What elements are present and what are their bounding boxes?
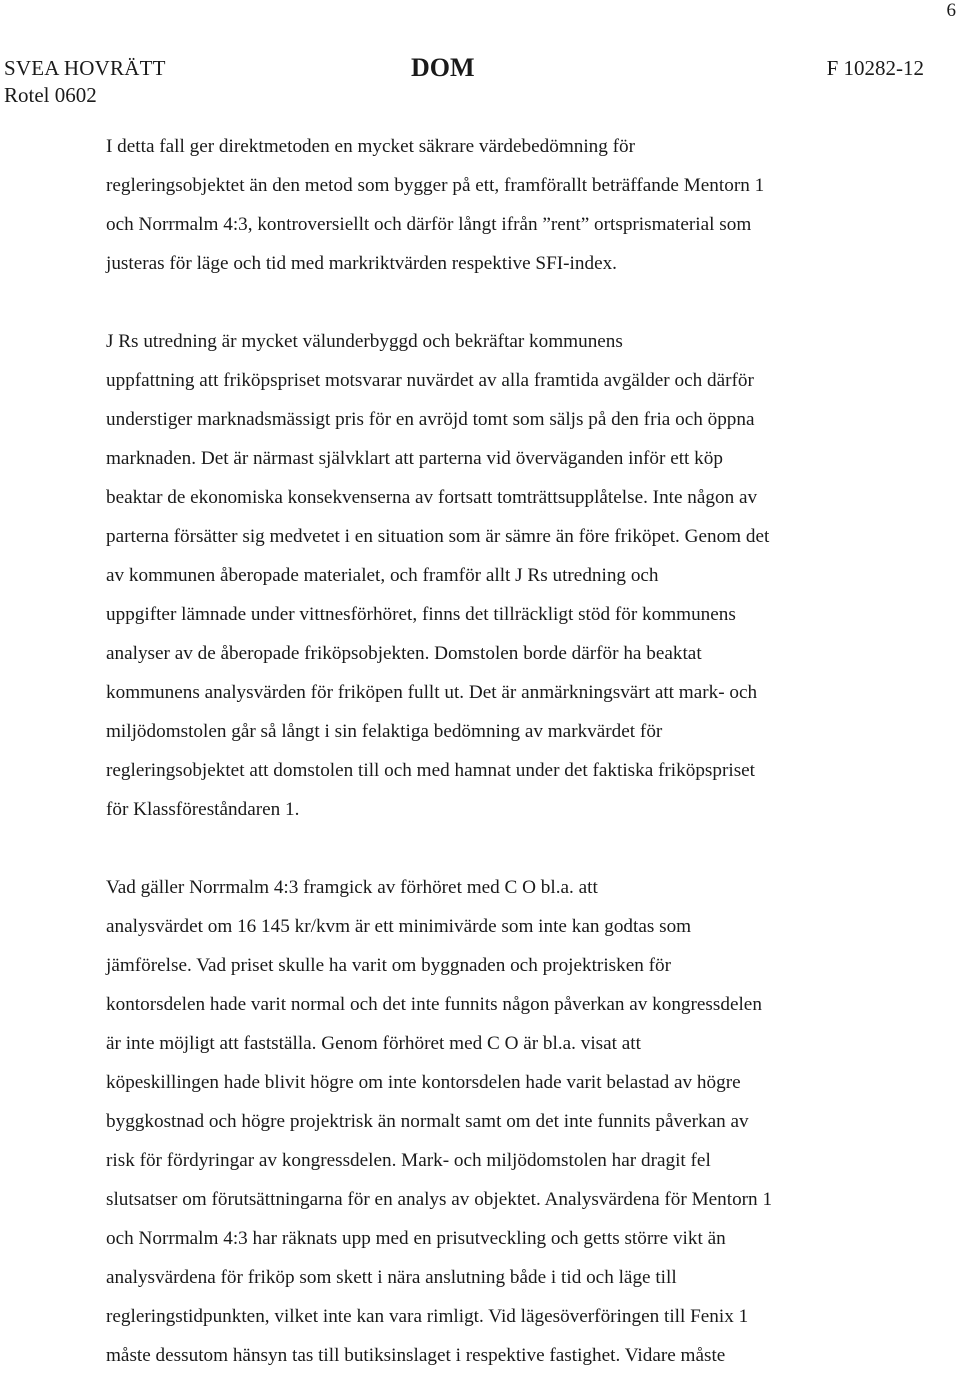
text-line: regleringsobjektet att domstolen till och med hamnat under det faktiska friköpspriset	[106, 760, 756, 781]
paragraph	[106, 868, 906, 1375]
text-line: slutsatser om förutsättningarna för en analys av objektet. Analysvärdena för Mentorn 1	[106, 1189, 773, 1210]
case-number: F 10282-12	[826, 56, 924, 80]
text-line: köpeskillingen hade blivit högre om inte kontorsdelen hade varit belastad av högre	[106, 1072, 741, 1093]
document-header	[4, 54, 924, 106]
text-line: jämförelse. Vad priset skulle ha varit om byggnaden och projektrisken för	[106, 955, 671, 976]
text-line: och Norrmalm 4:3, kontroversiellt och därför långt ifrån ”rent” ortsprismaterial som	[106, 214, 752, 235]
court-name: SVEA HOVRÄTT	[4, 56, 166, 80]
text-line: uppfattning att friköpspriset motsvarar nuvärdet av alla framtida avgälder och därför	[106, 370, 754, 391]
text-line: analyser av de åberopade friköpsobjekten. Domstolen borde därför ha beaktat	[106, 643, 702, 664]
text-line: beaktar de ekonomiska konsekvenserna av fortsatt tomträttsupplåtelse. Inte någon av	[106, 487, 758, 508]
document-type: DOM	[411, 53, 475, 82]
text-line: regleringstidpunkten, vilket inte kan vara rimligt. Vid lägesöverföringen till Fenix 1	[106, 1306, 749, 1327]
text-line: understiger marknadsmässigt pris för en avröjd tomt som säljs på den fria och öppna	[106, 409, 755, 430]
text-line: uppgifter lämnade under vittnesförhöret, finns det tillräckligt stöd för kommunens	[106, 604, 736, 625]
text-line: analysvärdena för friköp som skett i nära anslutning både i tid och läge till	[106, 1267, 677, 1288]
text-line: för Klassföreståndaren 1.	[106, 799, 300, 820]
text-line: J Rs utredning är mycket välunderbyggd och bekräftar kommunens	[106, 331, 623, 352]
document-body	[106, 127, 906, 1375]
text-line: byggkostnad och högre projektrisk än normalt samt om det inte funnits påverkan av	[106, 1111, 749, 1132]
text-line: kontorsdelen hade varit normal och det inte funnits någon påverkan av kongressdelen	[106, 994, 762, 1015]
division-label: Rotel 0602	[4, 83, 97, 107]
text-line: regleringsobjektet än den metod som bygger på ett, framförallt beträffande Mentorn 1	[106, 175, 765, 196]
text-line: risk för fördyringar av kongressdelen. Mark- och miljödomstolen har dragit fel	[106, 1150, 711, 1171]
text-line: måste dessutom hänsyn tas till butiksinslaget i respektive fastighet. Vidare måste	[106, 1345, 726, 1366]
paragraph	[106, 127, 906, 283]
text-line: av kommunen åberopade materialet, och framför allt J Rs utredning och	[106, 565, 659, 586]
text-line: analysvärdet om 16 145 kr/kvm är ett minimivärde som inte kan godtas som	[106, 916, 692, 937]
text-line: och Norrmalm 4:3 har räknats upp med en prisutveckling och getts större vikt än	[106, 1228, 726, 1249]
paragraph	[106, 322, 906, 829]
text-line: I detta fall ger direktmetoden en mycket säkrare värdebedömning för	[106, 136, 636, 157]
text-line: Vad gäller Norrmalm 4:3 framgick av förhöret med C O bl.a. att	[106, 877, 598, 898]
text-line: miljödomstolen går så långt i sin felaktiga bedömning av markvärdet för	[106, 721, 663, 742]
text-line: justeras för läge och tid med markriktvärden respektive SFI-index.	[106, 253, 617, 274]
text-line: parterna försätter sig medvetet i en situation som är sämre än före friköpet. Genom det	[106, 526, 770, 547]
text-line: kommunens analysvärden för friköpen fullt ut. Det är anmärkningsvärt att mark- och	[106, 682, 758, 703]
text-line: marknaden. Det är närmast självklart att parterna vid överväganden inför ett köp	[106, 448, 723, 469]
page-number: 6	[946, 0, 956, 21]
text-line: är inte möjligt att fastställa. Genom förhöret med C O är bl.a. visat att	[106, 1033, 641, 1054]
